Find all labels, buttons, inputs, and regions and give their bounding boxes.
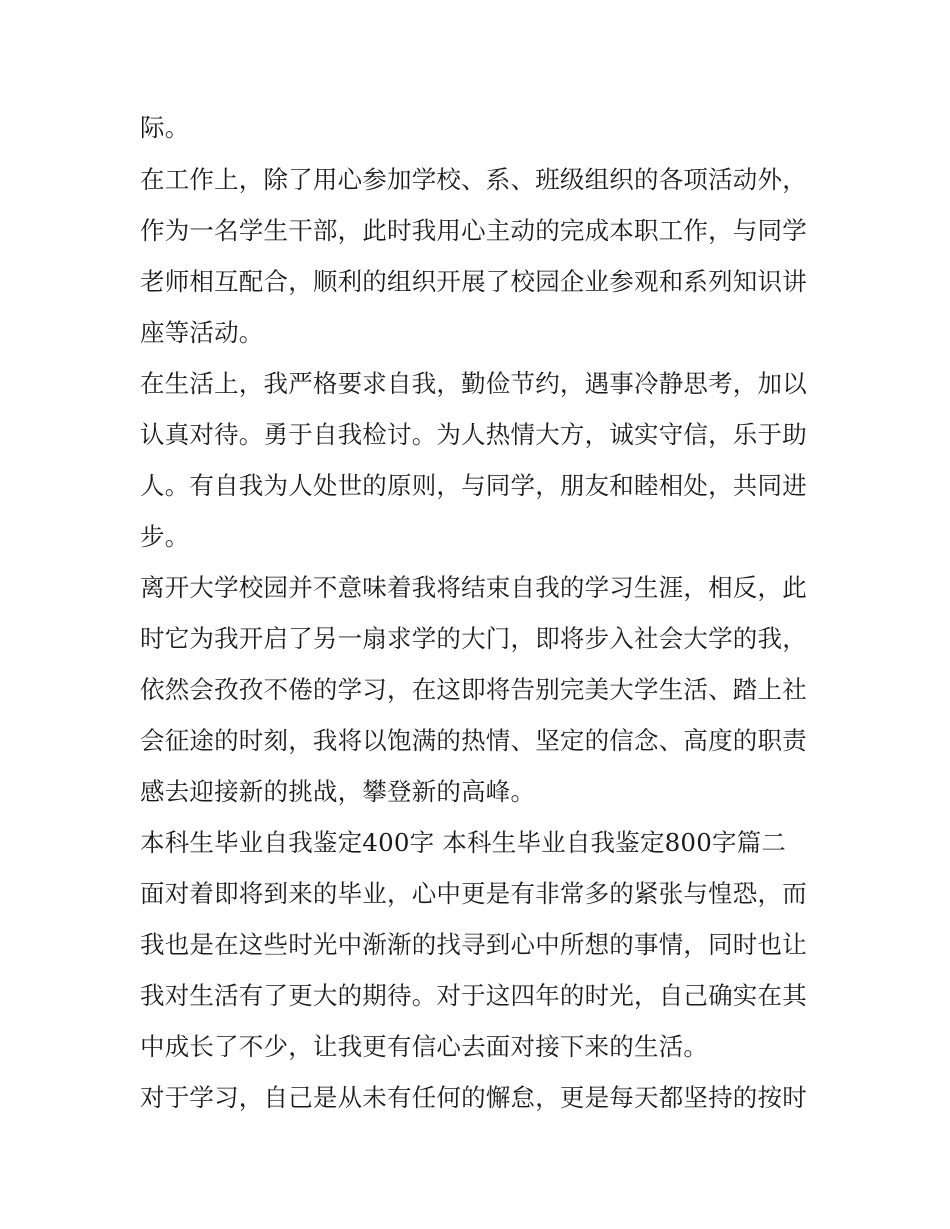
text-line: 座等活动。 <box>140 318 264 347</box>
text-line: 人。有自我为人处世的原则，与同学，朋友和睦相处，共同进 <box>140 471 807 500</box>
text-line: 依然会孜孜不倦的学习，在这即将告别完美大学生活、踏上社 <box>140 675 807 704</box>
text-line: 面对着即将到来的毕业，心中更是有非常多的紧张与惶恐，而 <box>140 879 807 908</box>
section-heading: 本科生毕业自我鉴定400字 本科生毕业自我鉴定800字篇二 <box>140 828 787 857</box>
text-line: 认真对待。勇于自我检讨。为人热情大方，诚实守信，乐于助 <box>140 420 807 449</box>
text-line: 感去迎接新的挑战，攀登新的高峰。 <box>140 777 536 806</box>
text-line: 在工作上，除了用心参加学校、系、班级组织的各项活动外， <box>140 165 807 194</box>
text-line: 会征途的时刻，我将以饱满的热情、坚定的信念、高度的职责 <box>140 726 807 755</box>
text-line: 对于学习，自己是从未有任何的懈怠，更是每天都坚持的按时 <box>140 1083 807 1112</box>
text-line: 老师相互配合，顺利的组织开展了校园企业参观和系列知识讲 <box>140 267 807 296</box>
text-line: 时它为我开启了另一扇求学的大门，即将步入社会大学的我， <box>140 624 807 653</box>
text-line: 际。 <box>140 113 190 142</box>
text-line: 步。 <box>140 522 190 551</box>
text-line: 在生活上，我严格要求自我，勤俭节约，遇事冷静思考，加以 <box>140 369 807 398</box>
text-line: 作为一名学生干部，此时我用心主动的完成本职工作，与同学 <box>140 216 807 245</box>
text-line: 我也是在这些时光中渐渐的找寻到心中所想的事情，同时也让 <box>140 930 807 959</box>
text-line: 中成长了不少，让我更有信心去面对接下来的生活。 <box>140 1032 709 1061</box>
text-line: 离开大学校园并不意味着我将结束自我的学习生涯，相反，此 <box>140 573 807 602</box>
text-line: 我对生活有了更大的期待。对于这四年的时光，自己确实在其 <box>140 981 807 1010</box>
